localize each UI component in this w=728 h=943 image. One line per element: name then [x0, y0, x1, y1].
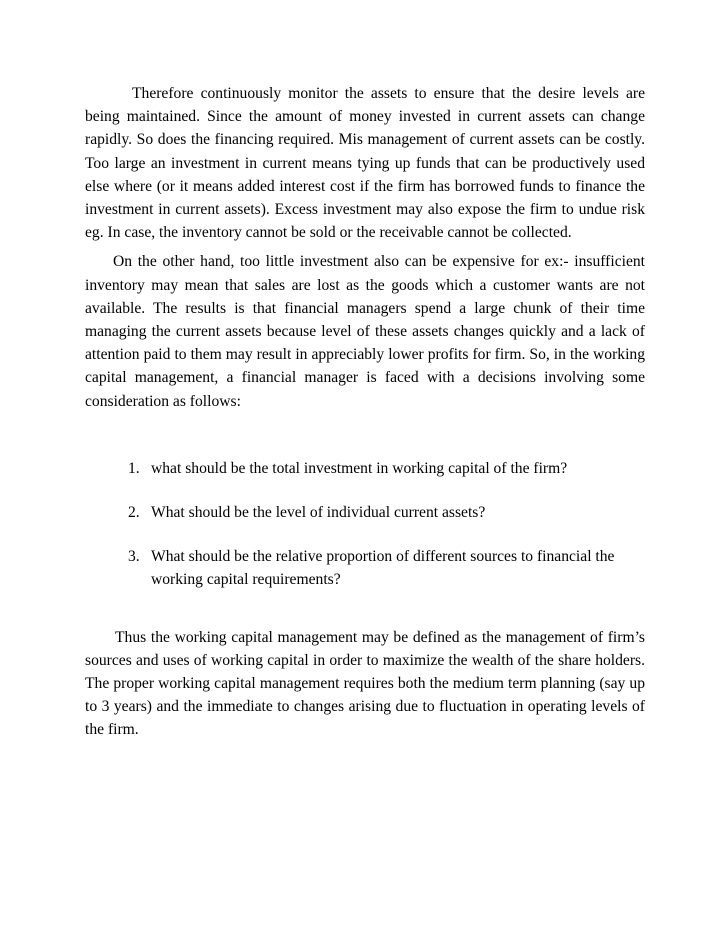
list-item-number: 2. [128, 504, 140, 522]
list-item-text: what should be the total investment in working capital of the firm? [151, 459, 568, 477]
list-item-number: 3. [128, 548, 140, 566]
document-page [85, 82, 645, 742]
list-item-text: What should be the relative proportion of different sources to financial the working capital requirements? [151, 548, 615, 589]
list-item-text: What should be the level of individual current assets? [151, 504, 486, 522]
numbered-list [85, 457, 645, 592]
paragraph-2: On the other hand, too little investment also can be expensive for ex:- insufficient inventory may mean that sales are lost as the goods which a customer wants are not available. The results is that financial managers spend a large chunk of their time managing the current assets because level of these assets changes quickly and a lack of attention paid to them may result in appreciably lower profits for firm. So, in the working capital management, a financial manager is faced with a decisions involving some consideration as follows: [85, 253, 645, 410]
list-item [85, 545, 645, 591]
list-item [85, 457, 645, 480]
list-item [85, 501, 645, 524]
paragraph-3: Thus the working capital management may be defined as the management of firm’s sources and uses of working capital in order to maximize the wealth of the share holders. The proper working capital management requires both the medium term planning (say up to 3 years) and the immediate to changes arising due to fluctuation in operating levels of the firm. [85, 628, 645, 739]
paragraph-1: Therefore continuously monitor the assets to ensure that the desire levels are being maintained. Since the amount of money invested in current assets can change rapidly. So does the financing required. Mis management of current assets can be costly. Too large an investment in current means tying up funds that can be productively used else where (or it means added interest cost if the firm has borrowed funds to finance the investment in current assets). Excess investment may also expose the firm to undue risk eg. In case, the inventory cannot be sold or the receivable cannot be collected. [85, 85, 645, 242]
list-item-number: 1. [128, 459, 140, 477]
